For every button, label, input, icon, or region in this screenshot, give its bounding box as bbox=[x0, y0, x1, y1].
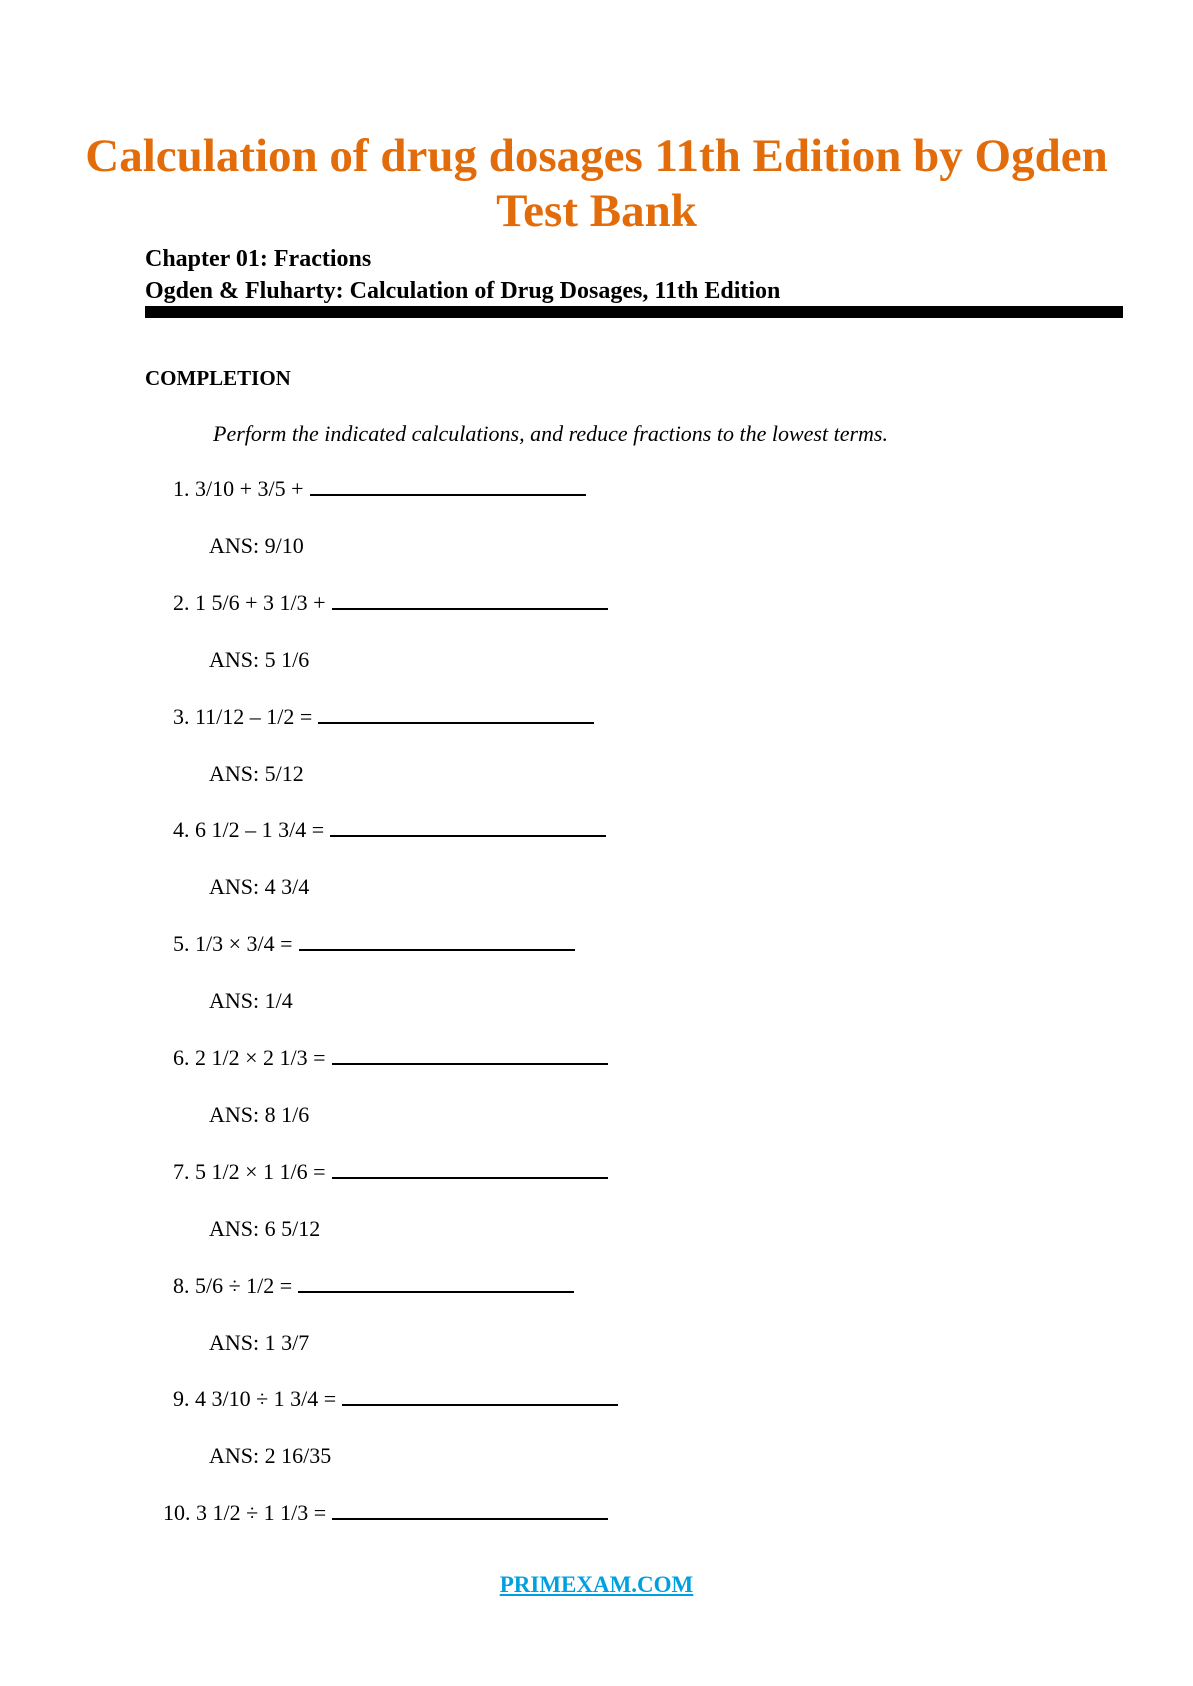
question-8 bbox=[173, 1273, 574, 1299]
answer-6: ANS: 8 1/6 bbox=[209, 1102, 310, 1127]
answer-3: ANS: 5/12 bbox=[209, 760, 304, 786]
document-title-line-1: Calculation of drug dosages 11th Edition by Ogden bbox=[85, 130, 1108, 182]
answer-blank[interactable] bbox=[299, 931, 575, 951]
answer-blank[interactable] bbox=[330, 817, 606, 837]
answer-7: ANS: 6 5/12 bbox=[209, 1215, 321, 1241]
question-7 bbox=[173, 1159, 608, 1185]
question-4 bbox=[173, 817, 606, 843]
book-heading: Ogden & Fluharty: Calculation of Drug Dosages, 11th Edition bbox=[145, 278, 781, 304]
answer-9: ANS: 2 16/35 bbox=[209, 1443, 332, 1469]
instructions: Perform the indicated calculations, and reduce fractions to the lowest terms. bbox=[213, 421, 888, 446]
document-title-line-2: Test Bank bbox=[496, 185, 697, 237]
question-text: 5. 1/3 × 3/4 = bbox=[173, 931, 293, 957]
answer-blank[interactable] bbox=[332, 1500, 608, 1520]
question-text: 7. 5 1/2 × 1 1/6 = bbox=[173, 1158, 326, 1184]
answer-blank[interactable] bbox=[310, 476, 586, 496]
question-text: 2. 1 5/6 + 3 1/3 + bbox=[173, 589, 326, 615]
footer-link[interactable]: PRIMEXAM.COM bbox=[499, 1572, 694, 1597]
question-2 bbox=[173, 590, 608, 616]
answer-blank[interactable] bbox=[332, 590, 608, 610]
answer-5: ANS: 1/4 bbox=[209, 988, 293, 1014]
question-10 bbox=[163, 1500, 608, 1526]
answer-blank[interactable] bbox=[318, 704, 594, 724]
question-6 bbox=[173, 1045, 608, 1071]
question-text: 10. 3 1/2 ÷ 1 1/3 = bbox=[163, 1500, 327, 1526]
question-text: 9. 4 3/10 ÷ 1 3/4 = bbox=[173, 1386, 337, 1412]
question-text: 1. 3/10 + 3/5 + bbox=[173, 476, 304, 501]
question-1 bbox=[173, 476, 586, 502]
answer-blank[interactable] bbox=[332, 1159, 608, 1179]
answer-2: ANS: 5 1/6 bbox=[209, 646, 310, 672]
question-9 bbox=[173, 1386, 618, 1412]
answer-blank[interactable] bbox=[332, 1045, 608, 1065]
question-5 bbox=[173, 931, 575, 957]
question-text: 4. 6 1/2 – 1 3/4 = bbox=[173, 817, 325, 843]
chapter-heading: Chapter 01: Fractions bbox=[145, 246, 372, 272]
answer-8: ANS: 1 3/7 bbox=[209, 1329, 310, 1355]
section-heading: COMPLETION bbox=[145, 366, 291, 390]
answer-blank[interactable] bbox=[342, 1386, 618, 1406]
answer-1: ANS: 9/10 bbox=[209, 533, 304, 558]
question-3 bbox=[173, 704, 594, 730]
answer-4: ANS: 4 3/4 bbox=[209, 874, 310, 900]
answer-blank[interactable] bbox=[298, 1273, 574, 1293]
question-text: 3. 11/12 – 1/2 = bbox=[173, 703, 313, 729]
heading-divider bbox=[145, 306, 1123, 318]
question-text: 6. 2 1/2 × 2 1/3 = bbox=[173, 1045, 326, 1070]
question-text: 8. 5/6 ÷ 1/2 = bbox=[173, 1272, 293, 1298]
